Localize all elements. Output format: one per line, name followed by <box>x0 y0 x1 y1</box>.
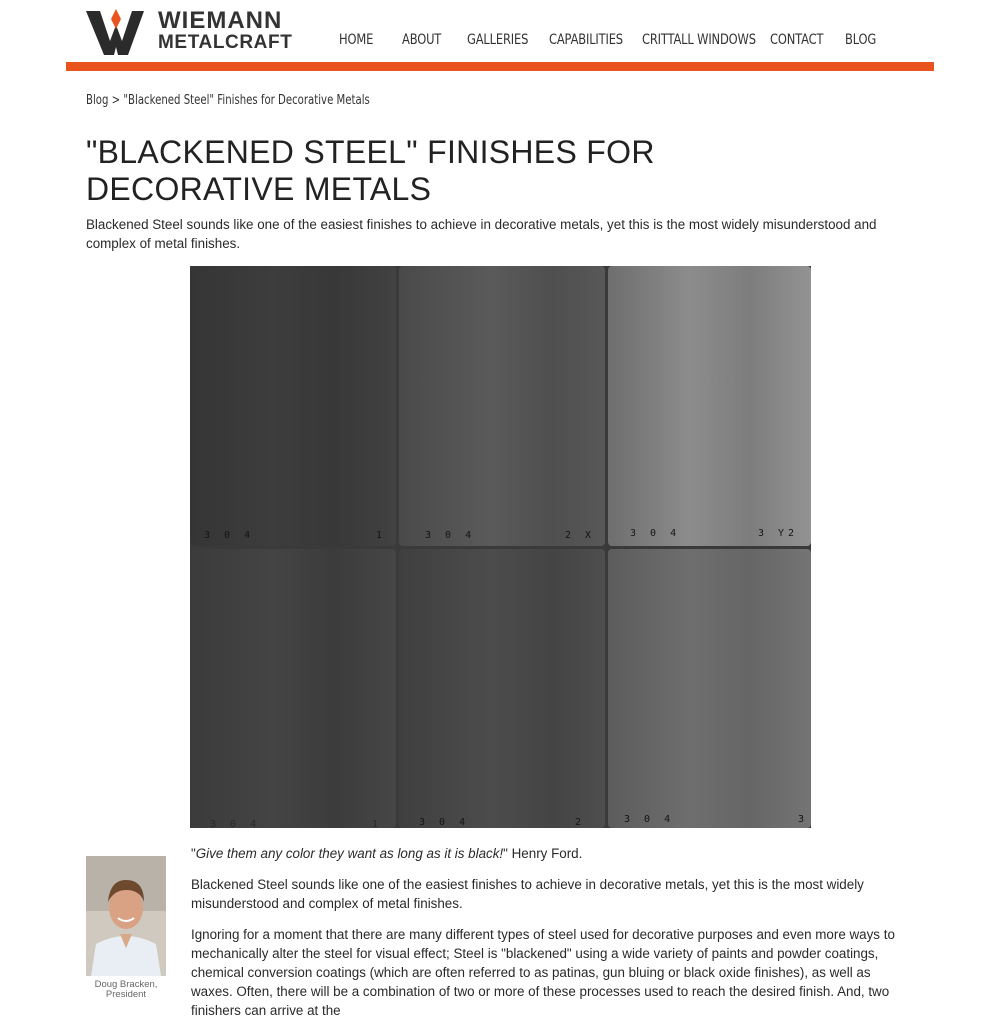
nav-about[interactable]: ABOUT <box>402 32 442 48</box>
quote-paragraph <box>191 844 911 863</box>
brand-name-line2: METALCRAFT <box>158 32 293 53</box>
sample-panel <box>608 266 811 546</box>
header-accent-bar <box>66 62 934 71</box>
sample-panel <box>608 549 811 828</box>
sample-stamp-number: 3 0 4 <box>624 814 675 825</box>
page-title: "BLACKENED STEEL" FINISHES FOR DECORATIVE METALS <box>86 134 655 207</box>
sample-stamp-number: 3 0 4 <box>425 530 476 541</box>
hero-image-steel-samples <box>190 266 811 828</box>
author-role: President <box>105 989 147 1000</box>
sample-stamp-id: 2 <box>575 817 586 828</box>
main-nav <box>324 32 888 48</box>
nav-galleries[interactable]: GALLERIES <box>467 32 529 48</box>
brand-logo[interactable] <box>86 6 293 58</box>
brand-name-line1: WIEMANN <box>158 7 283 34</box>
sample-panel <box>399 266 605 546</box>
quote-open: " <box>191 846 196 861</box>
sample-stamp-id: 1 <box>372 819 383 830</box>
sample-panel <box>190 266 396 546</box>
nav-blog[interactable]: BLOG <box>845 32 877 48</box>
sample-panel <box>190 549 396 828</box>
site-header <box>0 0 1000 72</box>
sample-stamp-number: 3 0 4 <box>630 528 681 539</box>
breadcrumb-blog-link[interactable]: Blog <box>86 93 109 108</box>
logo-w-icon <box>86 7 146 57</box>
nav-contact[interactable]: CONTACT <box>770 32 824 48</box>
quote-text: Give them any color they want as long as it is black! <box>195 846 504 861</box>
sample-stamp-id: 1 <box>376 530 387 541</box>
sample-stamp-number: 3 0 4 <box>210 819 261 830</box>
sample-panel <box>399 549 605 828</box>
breadcrumb-separator: > <box>111 93 121 108</box>
nav-home[interactable]: HOME <box>339 32 374 48</box>
nav-crittall-windows[interactable]: CRITTALL WINDOWS <box>642 32 756 48</box>
author-name: Doug Bracken, <box>94 979 158 990</box>
logo-wordmark <box>158 7 293 54</box>
sample-stamp-id: 2 X <box>565 530 596 541</box>
author-photo <box>86 856 166 976</box>
author-caption <box>86 980 166 1000</box>
breadcrumb-current: "Blackened Steel" Finishes for Decorative Metals <box>123 93 370 108</box>
article-body <box>191 844 911 1032</box>
body-paragraph: Ignoring for a moment that there are many different types of steel used for decorative purposes and even more ways to mechanically alter the steel for visual effect; Steel is "blackened" using a wide variety of paints and powder coatings, chemical conversion coatings (which are often referred to as patinas, gun bluing or black oxide finishes), as well as waxes. Often, there will be a combination of two or more of these processes used to reach the desired finish. And, two finishers can arrive at the <box>191 927 895 1018</box>
sample-stamp-number: 3 0 4 <box>204 530 255 541</box>
body-paragraph: Blackened Steel sounds like one of the easiest finishes to achieve in decorative metals, yet this is the most widely misunderstood and complex of metal finishes. <box>191 877 864 911</box>
quote-attribution: " Henry Ford. <box>503 846 583 861</box>
article-intro: Blackened Steel sounds like one of the easiest finishes to achieve in decorative metals, yet this is the most widely misunderstood and complex of metal finishes. <box>86 217 877 251</box>
nav-capabilities[interactable]: CAPABILITIES <box>549 32 623 48</box>
breadcrumb <box>86 93 370 108</box>
sample-stamp-id: 3 Y2 <box>758 528 799 539</box>
sample-stamp-number: 3 0 4 <box>419 817 470 828</box>
sample-stamp-id: 3 <box>798 814 809 825</box>
